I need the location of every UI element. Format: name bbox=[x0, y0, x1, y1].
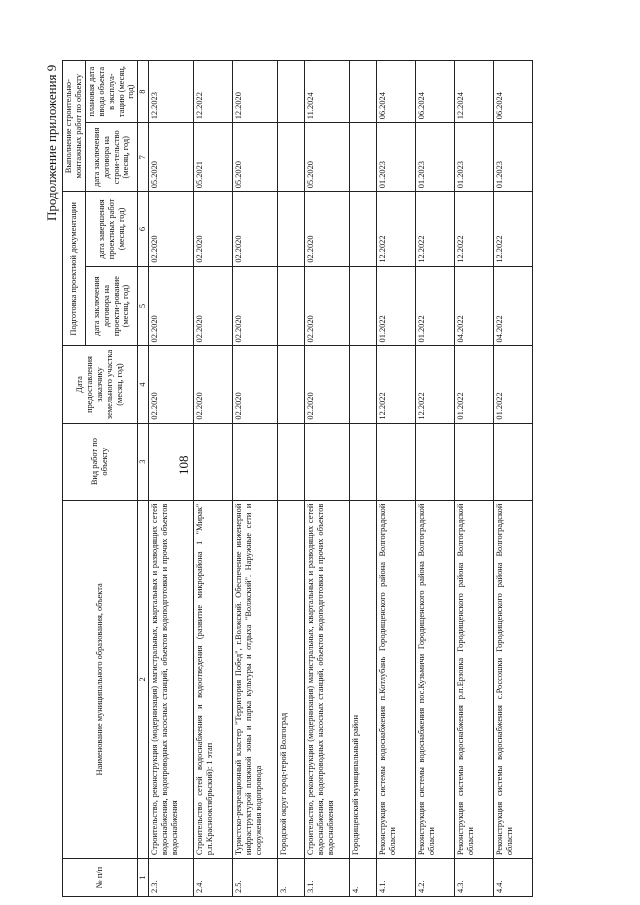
object-name: Реконструкция системы водоснабжения п.Котлубань Городищенского района Волгоградской области bbox=[377, 500, 416, 858]
table-row bbox=[305, 61, 350, 897]
table-row bbox=[194, 61, 233, 897]
table-row bbox=[233, 61, 278, 897]
schedule-table bbox=[62, 60, 533, 897]
column-index: 6 bbox=[138, 192, 149, 266]
row-number: 3. bbox=[278, 859, 305, 897]
continuation-note: Продолжение приложения 9 bbox=[44, 64, 59, 221]
column-index-row bbox=[138, 61, 149, 897]
row-number: 2.4. bbox=[194, 859, 233, 897]
commission-date: 06.2024 bbox=[416, 61, 455, 123]
work-type bbox=[494, 423, 533, 500]
design-end-date: 02.2020 bbox=[233, 192, 278, 266]
table-row bbox=[455, 61, 494, 897]
work-type bbox=[233, 423, 278, 500]
header-design-end: дата завершения проектных работ (месяц, год) bbox=[85, 192, 138, 266]
land-date: 12.2022 bbox=[377, 346, 416, 423]
design-end-date: 12.2022 bbox=[377, 192, 416, 266]
object-name: Строительство, реконструкция (модернизация) магистральных, квартальных и разводящих сетей водоснабжения, водопроводных насосных станций, объектов водоподготовки и прочих объектов водоснабжения bbox=[149, 500, 194, 858]
table-row bbox=[278, 61, 305, 897]
column-index: 7 bbox=[138, 123, 149, 192]
header-commission: плановая дата ввода объекта в эксплуа-тацию (месяц, год) bbox=[85, 61, 138, 123]
work-type bbox=[455, 423, 494, 500]
table-row bbox=[494, 61, 533, 897]
header-build-contract: дата заключения договора на строи-тельство (месяц, год) bbox=[85, 123, 138, 192]
land-date: 12.2022 bbox=[416, 346, 455, 423]
row-number: 2.5. bbox=[233, 859, 278, 897]
object-name: Реконструкция системы водоснабжения с.Россошки Городищенского района Волгоградской области bbox=[494, 500, 533, 858]
page-number: 108 bbox=[176, 455, 191, 475]
design-end-date: 12.2022 bbox=[494, 192, 533, 266]
land-date: 01.2022 bbox=[455, 346, 494, 423]
object-name: Реконструкция системы водоснабжения пос.Кузьмичи Городищенского района Волгоградской области bbox=[416, 500, 455, 858]
table-row bbox=[416, 61, 455, 897]
commission-date: 06.2024 bbox=[494, 61, 533, 123]
commission-date bbox=[278, 61, 305, 123]
work-type bbox=[278, 423, 305, 500]
design-contract-date: 01.2022 bbox=[416, 266, 455, 346]
design-end-date: 02.2020 bbox=[149, 192, 194, 266]
design-contract-date: 02.2020 bbox=[305, 266, 350, 346]
object-name: Городской округ город-герой Волгоград bbox=[278, 500, 305, 858]
build-contract-date: 05.2020 bbox=[233, 123, 278, 192]
design-contract-date: 01.2022 bbox=[377, 266, 416, 346]
object-name: Городищенский муниципальный район bbox=[350, 500, 377, 858]
design-contract-date: 04.2022 bbox=[455, 266, 494, 346]
work-type bbox=[416, 423, 455, 500]
land-date: 01.2022 bbox=[494, 346, 533, 423]
commission-date: 12.2024 bbox=[455, 61, 494, 123]
header-work-type: Вид работ по объекту bbox=[63, 423, 138, 500]
build-contract-date bbox=[278, 123, 305, 192]
column-index: 4 bbox=[138, 346, 149, 423]
work-type bbox=[305, 423, 350, 500]
row-number: 4. bbox=[350, 859, 377, 897]
design-end-date: 12.2022 bbox=[416, 192, 455, 266]
design-contract-date: 02.2020 bbox=[233, 266, 278, 346]
object-name: Туристско-рекреационный кластер "Территория Побед", г.Волжский. Обеспечение инженерной инфраструктурой пляжной зоны и парка культуры и отдыха "Волжский". Наружные сети и сооружения водопровода bbox=[233, 500, 278, 858]
table-row bbox=[350, 61, 377, 897]
row-number: 4.2. bbox=[416, 859, 455, 897]
build-contract-date bbox=[350, 123, 377, 192]
header-num: № п/п bbox=[63, 859, 138, 897]
object-name: Строительство, реконструкция (модернизация) магистральных, квартальных и разводящих сетей водоснабжения, водопроводных насосных станций, объектов водоподготовки и прочих объектов водоснабжения bbox=[305, 500, 350, 858]
design-end-date: 02.2020 bbox=[305, 192, 350, 266]
design-contract-date bbox=[350, 266, 377, 346]
column-index: 8 bbox=[138, 61, 149, 123]
land-date: 02.2020 bbox=[194, 346, 233, 423]
design-contract-date: 02.2020 bbox=[149, 266, 194, 346]
build-contract-date: 05.2021 bbox=[194, 123, 233, 192]
header-build-group: Выполнение строительно-монтажных работ по объекту bbox=[63, 61, 86, 192]
row-number: 4.3. bbox=[455, 859, 494, 897]
land-date: 02.2020 bbox=[149, 346, 194, 423]
row-number: 3.1. bbox=[305, 859, 350, 897]
object-name: Реконструкция системы водоснабжения р.п.Ерзовка Городищенского района Волгоградской области bbox=[455, 500, 494, 858]
work-type bbox=[350, 423, 377, 500]
row-number: 4.4. bbox=[494, 859, 533, 897]
commission-date: 11.2024 bbox=[305, 61, 350, 123]
build-contract-date: 05.2020 bbox=[149, 123, 194, 192]
header-design-contract: дата заключения договора на проекти-рование (месяц, год) bbox=[85, 266, 138, 346]
table-row bbox=[149, 61, 194, 897]
commission-date: 12.2022 bbox=[194, 61, 233, 123]
work-type bbox=[377, 423, 416, 500]
design-end-date: 02.2020 bbox=[194, 192, 233, 266]
design-contract-date bbox=[278, 266, 305, 346]
column-index: 5 bbox=[138, 266, 149, 346]
land-date: 02.2020 bbox=[305, 346, 350, 423]
header-design-group: Подготовка проектной документации bbox=[63, 192, 86, 346]
column-index: 2 bbox=[138, 500, 149, 858]
design-contract-date: 04.2022 bbox=[494, 266, 533, 346]
design-end-date bbox=[278, 192, 305, 266]
commission-date: 06.2024 bbox=[377, 61, 416, 123]
build-contract-date: 01.2023 bbox=[455, 123, 494, 192]
build-contract-date: 01.2023 bbox=[416, 123, 455, 192]
build-contract-date: 01.2023 bbox=[494, 123, 533, 192]
work-type bbox=[149, 423, 194, 500]
land-date bbox=[278, 346, 305, 423]
header-name: Наименование муниципального образования, объекта bbox=[63, 500, 138, 858]
table-row bbox=[377, 61, 416, 897]
build-contract-date: 01.2023 bbox=[377, 123, 416, 192]
header-land-date: Дата предоставления заказчику земельного участка (месяц, год) bbox=[63, 346, 138, 423]
design-end-date bbox=[350, 192, 377, 266]
header-row-1 bbox=[63, 61, 86, 897]
object-name: Строительство сетей водоснабжения и водоотведения (развитие микрорайона 1 "Мирак" р.п.Краснооктябрьский): 1 этап bbox=[194, 500, 233, 858]
design-contract-date: 02.2020 bbox=[194, 266, 233, 346]
build-contract-date: 05.2020 bbox=[305, 123, 350, 192]
column-index: 1 bbox=[138, 859, 149, 897]
column-index: 3 bbox=[138, 423, 149, 500]
commission-date: 12.2020 bbox=[233, 61, 278, 123]
land-date: 02.2020 bbox=[233, 346, 278, 423]
work-type bbox=[194, 423, 233, 500]
commission-date bbox=[350, 61, 377, 123]
design-end-date: 12.2022 bbox=[455, 192, 494, 266]
row-number: 2.3. bbox=[149, 859, 194, 897]
row-number: 4.1. bbox=[377, 859, 416, 897]
commission-date: 12.2023 bbox=[149, 61, 194, 123]
land-date bbox=[350, 346, 377, 423]
